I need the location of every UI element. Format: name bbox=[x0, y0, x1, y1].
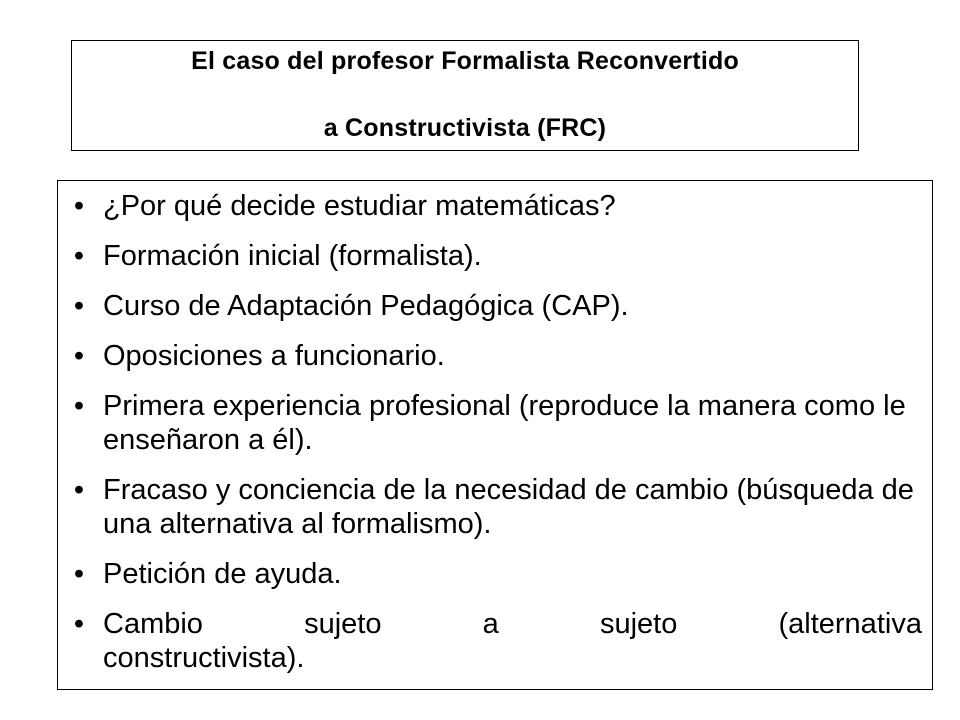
bullet-word: (alternativa bbox=[778, 608, 922, 640]
content-box bbox=[57, 180, 933, 690]
list-item bbox=[58, 557, 932, 591]
list-item bbox=[58, 607, 932, 675]
list-item bbox=[58, 289, 932, 323]
bullet-text: Primera experiencia profesional (reproduce la manera como le enseñaron a él). bbox=[103, 390, 906, 456]
bullet-icon: • bbox=[73, 290, 85, 322]
bullet-icon: • bbox=[73, 390, 85, 422]
bullet-text: Oposiciones a funcionario. bbox=[103, 340, 445, 372]
slide-title-line-1: El caso del profesor Formalista Reconvertido bbox=[191, 47, 739, 75]
list-item bbox=[58, 189, 932, 223]
bullet-list bbox=[58, 189, 932, 691]
bullet-text: Fracaso y conciencia de la necesidad de cambio (búsqueda de una alternativa al formalismo). bbox=[103, 474, 914, 540]
bullet-text: ¿Por qué decide estudiar matemáticas? bbox=[103, 190, 616, 222]
justified-line bbox=[103, 607, 922, 641]
list-item bbox=[58, 339, 932, 373]
list-item bbox=[58, 389, 932, 457]
list-item bbox=[58, 473, 932, 541]
bullet-text: Formación inicial (formalista). bbox=[103, 240, 482, 272]
bullet-icon: • bbox=[73, 558, 85, 590]
bullet-icon: • bbox=[73, 240, 85, 272]
bullet-text: Curso de Adaptación Pedagógica (CAP). bbox=[103, 290, 629, 322]
list-item bbox=[58, 239, 932, 273]
bullet-text: Petición de ayuda. bbox=[103, 558, 342, 590]
bullet-icon: • bbox=[73, 190, 85, 222]
bullet-word: sujeto bbox=[599, 608, 678, 640]
bullet-word: a bbox=[482, 608, 499, 640]
bullet-word: Cambio bbox=[103, 608, 203, 640]
bullet-icon: • bbox=[73, 474, 85, 506]
slide-title-line-2: a Constructivista (FRC) bbox=[323, 114, 607, 142]
bullet-word: sujeto bbox=[304, 608, 382, 640]
title-box bbox=[71, 40, 859, 151]
bullet-icon: • bbox=[73, 340, 85, 372]
bullet-text-continuation: constructivista). bbox=[103, 642, 305, 674]
bullet-icon: • bbox=[73, 608, 85, 640]
